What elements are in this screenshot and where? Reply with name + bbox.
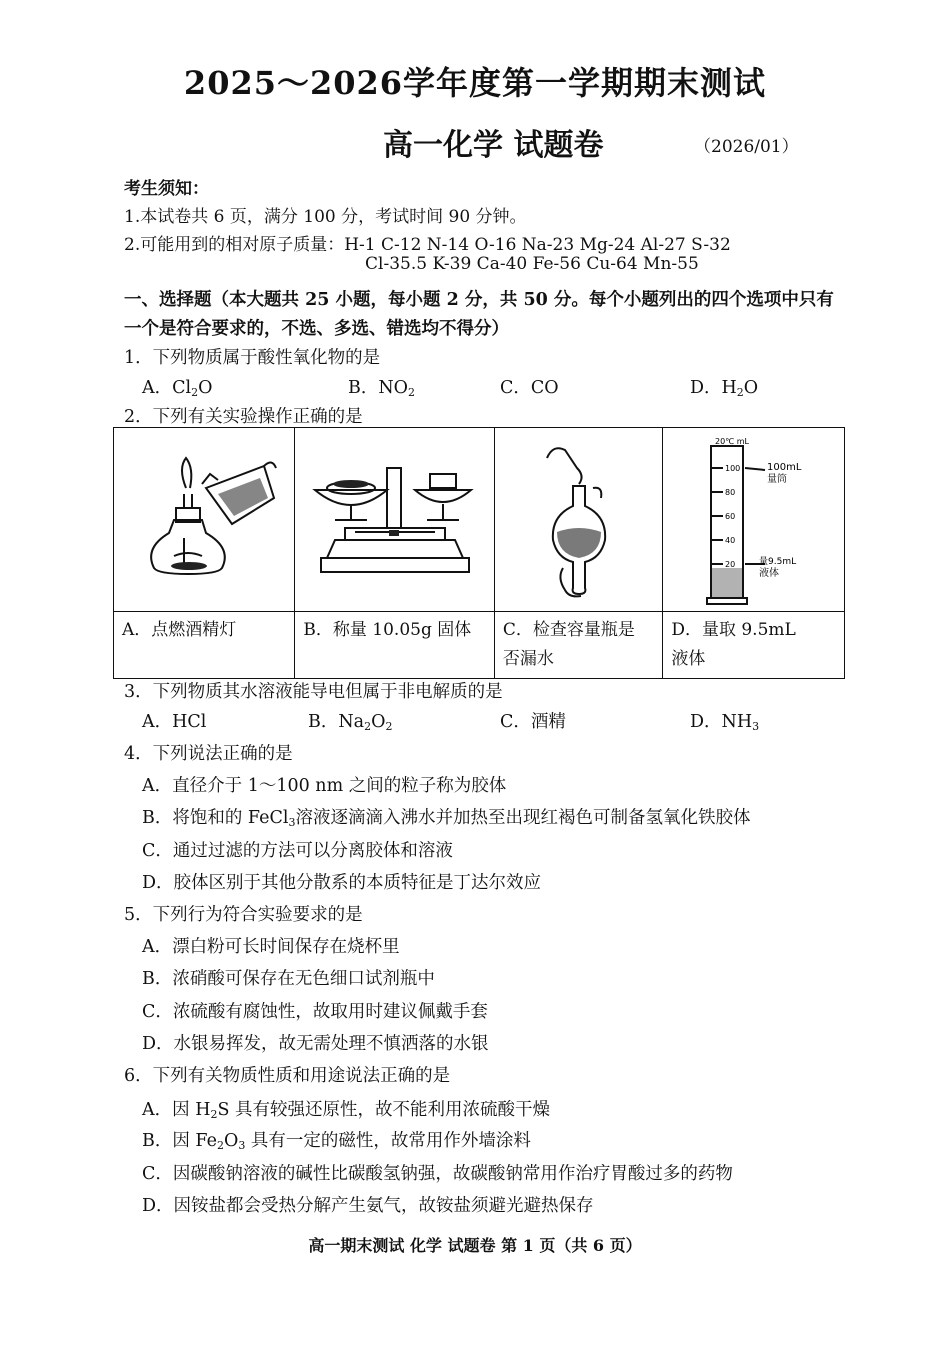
lab-figure-table xyxy=(113,427,845,679)
question-1-option-c: C．CO xyxy=(500,378,559,398)
question-4-option-d: D．胶体区别于其他分散系的本质特征是丁达尔效应 xyxy=(142,873,542,893)
balance-scale-illustration xyxy=(295,428,494,611)
notice-heading: 考生须知： xyxy=(124,179,209,199)
figure-caption-d: D．量取 9.5mL 液体 xyxy=(663,612,845,679)
notice-line-2: 2.可能用到的相对原子质量：H-1 C-12 N-14 O-16 Na-23 Mg-24 Al-27 S-32 xyxy=(124,235,731,255)
notice-line-1: 1.本试卷共 6 页，满分 100 分，考试时间 90 分钟。 xyxy=(124,207,527,227)
cylinder-tick-20: 20 xyxy=(725,560,736,569)
notice-line-3: Cl-35.5 K-39 Ca-40 Fe-56 Cu-64 Mn-55 xyxy=(365,254,699,274)
question-1-option-b: B．$NO_2$ xyxy=(348,378,416,399)
question-6-option-d: D．因铵盐都会受热分解产生氨气，故铵盐须避光避热保存 xyxy=(142,1196,594,1216)
cylinder-top-label: 20℃ mL xyxy=(715,437,750,446)
cylinder-tick-40: 40 xyxy=(725,536,736,545)
page-footer: 高一期末测试 化学 试题卷 第 1 页（共 6 页） xyxy=(308,1236,642,1255)
question-3-stem: 3．下列物质其水溶液能导电但属于非电解质的是 xyxy=(124,682,503,702)
question-3-option-c: C．酒精 xyxy=(500,712,566,732)
question-5-option-c: C．浓硫酸有腐蚀性，故取用时建议佩戴手套 xyxy=(142,1002,488,1022)
figure-cell-d xyxy=(663,428,845,612)
question-3-option-b: B．$Na_2O_2$ xyxy=(308,712,393,733)
cylinder-label-liquid: 液体 xyxy=(759,568,780,579)
figure-cell-a xyxy=(114,428,295,612)
question-4-option-b: B．将饱和的 FeCl$_3$溶液逐滴滴入沸水并加热至出现红褐色可制备氢氧化铁胶体 xyxy=(142,808,751,829)
question-4-option-a: A．直径介于 1～100 nm 之间的粒子称为胶体 xyxy=(142,776,507,796)
figure-caption-c: C．检查容量瓶是否漏水 xyxy=(494,612,662,679)
figure-caption-a: A．点燃酒精灯 xyxy=(114,612,295,679)
figure-cell-c xyxy=(494,428,662,612)
exam-title: 2025～2026学年度第一学期期末测试 xyxy=(183,64,767,102)
figure-cell-b xyxy=(295,428,494,612)
question-5-option-a: A．漂白粉可长时间保存在烧杯里 xyxy=(142,937,400,957)
exam-date: （2026/01） xyxy=(694,137,799,157)
figure-caption-b: B．称量 10.05g 固体 xyxy=(295,612,494,679)
question-5-stem: 5．下列行为符合实验要求的是 xyxy=(124,905,363,925)
question-6-option-a: A．因 $H_2S$ 具有较强还原性，故不能利用浓硫酸干燥 xyxy=(142,1100,551,1121)
question-1-option-d: D．$H_2O$ xyxy=(690,378,759,399)
question-1-stem: 1．下列物质属于酸性氧化物的是 xyxy=(124,348,381,368)
question-5-option-d: D．水银易挥发，故无需处理不慎洒落的水银 xyxy=(142,1034,489,1054)
exam-subtitle: 高一化学 试题卷 xyxy=(383,128,604,163)
question-5-option-b: B．浓硝酸可保存在无色细口试剂瓶中 xyxy=(142,969,435,989)
cylinder-label-volume: 100mL xyxy=(767,462,802,473)
question-6-stem: 6．下列有关物质性质和用途说法正确的是 xyxy=(124,1066,451,1086)
question-4-stem: 4．下列说法正确的是 xyxy=(124,744,293,764)
question-2-stem: 2．下列有关实验操作正确的是 xyxy=(124,407,363,427)
question-6-option-c: C．因碳酸钠溶液的碱性比碳酸氢钠强，故碳酸钠常用作治疗胃酸过多的药物 xyxy=(142,1164,733,1184)
section-heading-line-1: 一、选择题（本大题共 25 小题，每小题 2 分，共 50 分。每个小题列出的四个选项中只有 xyxy=(124,290,834,310)
volumetric-flask-illustration xyxy=(495,428,663,611)
graduated-cylinder-illustration xyxy=(663,428,844,611)
question-4-option-c: C．通过过滤的方法可以分离胶体和溶液 xyxy=(142,841,453,861)
section-heading-line-2: 一个是符合要求的，不选、多选、错选均不得分） xyxy=(124,319,509,339)
cylinder-tick-60: 60 xyxy=(725,512,736,521)
question-1-option-a: A．$Cl_2O$ xyxy=(142,378,213,399)
question-6-option-b: B．因 $Fe_2O_3$ 具有一定的磁性，故常用作外墙涂料 xyxy=(142,1131,531,1152)
cylinder-tick-100: 100 xyxy=(725,464,741,473)
cylinder-label-name: 量筒 xyxy=(767,474,788,485)
alcohol-lamp-illustration xyxy=(114,428,295,611)
question-3-option-d: D．$NH_3$ xyxy=(690,712,760,733)
question-3-option-a: A．HCl xyxy=(142,712,207,732)
cylinder-label-measure: 量9.5mL xyxy=(759,557,797,567)
cylinder-tick-80: 80 xyxy=(725,488,736,497)
